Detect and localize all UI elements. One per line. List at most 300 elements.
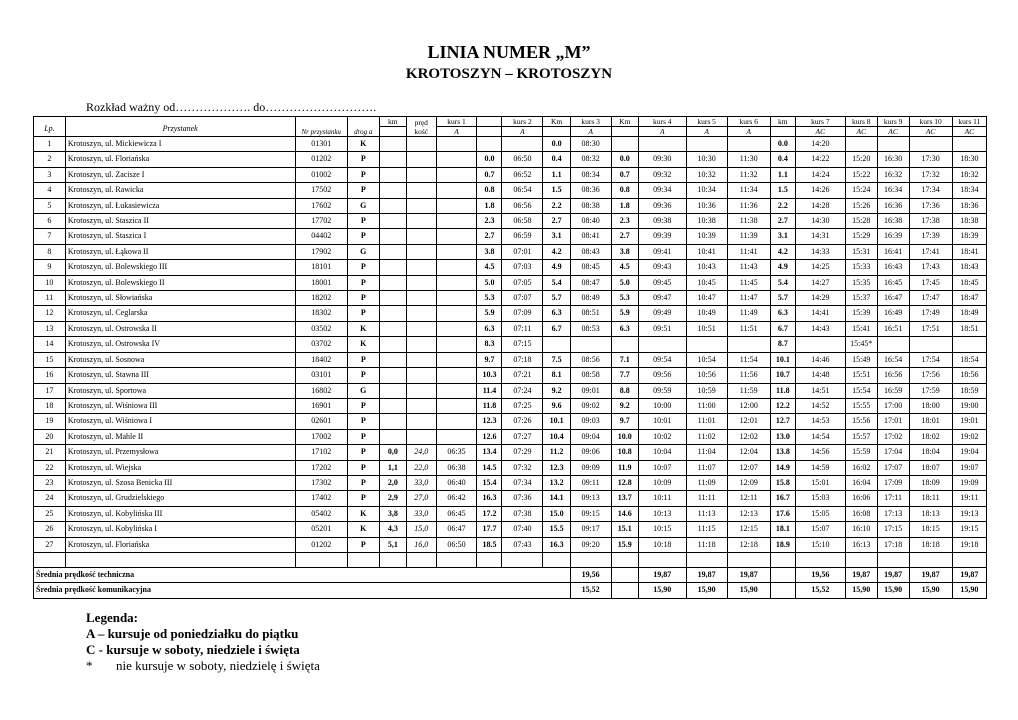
cell: 17:11 <box>877 491 909 506</box>
cell: 08:38 <box>570 198 611 213</box>
cell <box>727 337 770 352</box>
cell: 19:04 <box>952 445 986 460</box>
cell: 09:01 <box>570 383 611 398</box>
road-type: P <box>347 291 379 306</box>
cell: 07:36 <box>502 491 543 506</box>
cell <box>770 583 795 598</box>
row-number: 13 <box>34 321 66 336</box>
cell: 07:27 <box>502 429 543 444</box>
cell <box>570 337 611 352</box>
cell <box>379 337 406 352</box>
header-kurs2: kurs 2 <box>502 117 543 127</box>
header-days-8: AC <box>845 127 877 137</box>
cell: 16:47 <box>877 291 909 306</box>
cell: 14:25 <box>795 260 845 275</box>
cell: 11.8 <box>770 383 795 398</box>
cell: 10:11 <box>638 491 686 506</box>
cell: 13.0 <box>770 429 795 444</box>
cell: 17:04 <box>877 445 909 460</box>
stop-name: Krotoszyn, ul. Grudzielskiego <box>65 491 295 506</box>
stop-number: 03502 <box>295 321 347 336</box>
stop-name: Krotoszyn, ul. Floriańska <box>65 152 295 167</box>
table-row <box>34 291 987 306</box>
cell: 11:43 <box>727 260 770 275</box>
cell <box>727 137 770 152</box>
header-kurs1: kurs 1 <box>436 117 477 127</box>
row-number: 7 <box>34 229 66 244</box>
cell <box>379 167 406 182</box>
cell: 5,1 <box>379 537 406 552</box>
cell: 14.9 <box>770 460 795 475</box>
stop-name: Krotoszyn, ul. Stawna III <box>65 368 295 383</box>
legend-star-symbol: * <box>86 658 93 673</box>
legend <box>86 610 320 674</box>
cell: 09:38 <box>638 214 686 229</box>
cell <box>436 398 477 413</box>
row-number: 3 <box>34 167 66 182</box>
summary-kom-value: 15,90 <box>686 583 727 598</box>
stop-name: Krotoszyn, ul. Rawicka <box>65 183 295 198</box>
cell: 11:18 <box>686 537 727 552</box>
cell: 0.0 <box>543 137 570 152</box>
cell: 17:49 <box>909 306 952 321</box>
cell: 10.1 <box>770 352 795 367</box>
cell: 09:45 <box>638 275 686 290</box>
road-type: P <box>347 260 379 275</box>
cell <box>379 429 406 444</box>
cell <box>379 137 406 152</box>
cell: 06:47 <box>436 522 477 537</box>
cell: 2,9 <box>379 491 406 506</box>
cell: 14.1 <box>543 491 570 506</box>
cell <box>436 383 477 398</box>
cell: 14:20 <box>795 137 845 152</box>
cell: 06:56 <box>502 198 543 213</box>
cell: 13.7 <box>611 491 638 506</box>
cell: 10:09 <box>638 475 686 490</box>
cell <box>379 183 406 198</box>
cell <box>379 244 406 259</box>
cell <box>436 260 477 275</box>
cell: 11:47 <box>727 291 770 306</box>
table-row <box>34 368 987 383</box>
cell <box>436 306 477 321</box>
stop-number: 04402 <box>295 229 347 244</box>
table-row <box>34 460 987 475</box>
summary-tech-value: 19,87 <box>845 567 877 582</box>
cell: 09:56 <box>638 368 686 383</box>
cell: 07:34 <box>502 475 543 490</box>
cell: 0.8 <box>477 183 502 198</box>
cell: 9.6 <box>543 398 570 413</box>
cell <box>406 167 436 182</box>
cell: 11:59 <box>727 383 770 398</box>
cell: 07:03 <box>502 260 543 275</box>
cell: 17.6 <box>770 506 795 521</box>
cell: 10:38 <box>686 214 727 229</box>
cell: 1.8 <box>611 198 638 213</box>
cell: 18:45 <box>952 275 986 290</box>
cell: 17:47 <box>909 291 952 306</box>
summary-kom-value: 15,90 <box>845 583 877 598</box>
cell: 08:32 <box>570 152 611 167</box>
cell: 18:01 <box>909 414 952 429</box>
legend-c: C - kursuje w soboty, niedziele i święta <box>86 642 300 657</box>
header-droga: drog a <box>347 117 379 137</box>
cell <box>770 567 795 582</box>
cell <box>406 291 436 306</box>
cell: 15:20 <box>845 152 877 167</box>
cell: 09:51 <box>638 321 686 336</box>
summary-kom-value: 15,90 <box>952 583 986 598</box>
cell <box>436 167 477 182</box>
cell: 18:09 <box>909 475 952 490</box>
cell <box>406 398 436 413</box>
cell: 3.1 <box>770 229 795 244</box>
summary-tech-value: 19,56 <box>570 567 611 582</box>
cell <box>845 552 877 567</box>
stop-number: 17002 <box>295 429 347 444</box>
road-type: P <box>347 537 379 552</box>
cell: 12.7 <box>770 414 795 429</box>
row-number: 10 <box>34 275 66 290</box>
cell: 2.2 <box>543 198 570 213</box>
cell: 18.5 <box>477 537 502 552</box>
cell: 4.9 <box>543 260 570 275</box>
cell: 14:46 <box>795 352 845 367</box>
cell: 14:29 <box>795 291 845 306</box>
cell: 12.3 <box>543 460 570 475</box>
cell: 5.9 <box>477 306 502 321</box>
header-days-7: AC <box>795 127 845 137</box>
cell: 11:15 <box>686 522 727 537</box>
cell: 08:49 <box>570 291 611 306</box>
cell: 18.1 <box>770 522 795 537</box>
row-number: 27 <box>34 537 66 552</box>
cell: 06:38 <box>436 460 477 475</box>
cell <box>436 352 477 367</box>
cell: 14:54 <box>795 429 845 444</box>
cell: 07:32 <box>502 460 543 475</box>
cell: 13.4 <box>477 445 502 460</box>
cell: 08:53 <box>570 321 611 336</box>
cell <box>502 137 543 152</box>
cell: 18:11 <box>909 491 952 506</box>
cell: 10:43 <box>686 260 727 275</box>
cell: 09:32 <box>638 167 686 182</box>
stop-number: 17302 <box>295 475 347 490</box>
cell: 08:30 <box>570 137 611 152</box>
cell <box>406 275 436 290</box>
cell <box>436 429 477 444</box>
header-days-3: A <box>570 127 611 137</box>
cell: 10:32 <box>686 167 727 182</box>
cell <box>436 152 477 167</box>
row-number: 24 <box>34 491 66 506</box>
cell: 17:00 <box>877 398 909 413</box>
cell: 10:07 <box>638 460 686 475</box>
cell: 14:24 <box>795 167 845 182</box>
road-type: P <box>347 152 379 167</box>
stop-number: 17602 <box>295 198 347 213</box>
cell: 14:52 <box>795 398 845 413</box>
cell <box>638 552 686 567</box>
header-kurs4: kurs 4 <box>638 117 686 127</box>
cell: 16:30 <box>877 152 909 167</box>
cell: 10:51 <box>686 321 727 336</box>
stop-number: 05201 <box>295 522 347 537</box>
header-blank <box>477 127 502 137</box>
cell: 5.7 <box>543 291 570 306</box>
stop-number: 03702 <box>295 337 347 352</box>
stop-name: Krotoszyn, ul. Bolewskiego III <box>65 260 295 275</box>
cell: 15:24 <box>845 183 877 198</box>
cell: 18:30 <box>952 152 986 167</box>
summary-tech-value: 19,87 <box>877 567 909 582</box>
header-predkosc: pręd kość <box>406 117 436 137</box>
cell: 18:59 <box>952 383 986 398</box>
header-nr: Nr przystanku <box>295 117 347 137</box>
cell: 14:30 <box>795 214 845 229</box>
cell: 17:09 <box>877 475 909 490</box>
cell: 6.3 <box>477 321 502 336</box>
cell: 12:07 <box>727 460 770 475</box>
cell: 15.4 <box>477 475 502 490</box>
cell <box>877 552 909 567</box>
cell: 15:56 <box>845 414 877 429</box>
cell: 11:32 <box>727 167 770 182</box>
cell <box>295 552 347 567</box>
cell: 18:39 <box>952 229 986 244</box>
cell: 15:26 <box>845 198 877 213</box>
cell: 14.5 <box>477 460 502 475</box>
cell: 19:15 <box>952 522 986 537</box>
cell <box>638 137 686 152</box>
cell: 18:56 <box>952 368 986 383</box>
road-type: G <box>347 198 379 213</box>
cell: 08:51 <box>570 306 611 321</box>
cell: 12:02 <box>727 429 770 444</box>
stop-name: Krotoszyn, ul. Szosa Benicka III <box>65 475 295 490</box>
cell <box>686 137 727 152</box>
road-type: P <box>347 491 379 506</box>
cell <box>570 552 611 567</box>
table-row <box>34 383 987 398</box>
cell: 17:51 <box>909 321 952 336</box>
cell: 18:02 <box>909 429 952 444</box>
summary-tech-value: 19,87 <box>638 567 686 582</box>
cell: 4,3 <box>379 522 406 537</box>
cell: 08:58 <box>570 368 611 383</box>
cell: 18:00 <box>909 398 952 413</box>
cell: 07:43 <box>502 537 543 552</box>
cell <box>379 291 406 306</box>
header-kurs3: kurs 3 <box>570 117 611 127</box>
stop-name: Krotoszyn, ul. Łąkowa II <box>65 244 295 259</box>
cell <box>406 244 436 259</box>
cell: 07:01 <box>502 244 543 259</box>
cell <box>406 137 436 152</box>
cell: 10:56 <box>686 368 727 383</box>
cell: 9.7 <box>477 352 502 367</box>
cell: 11.8 <box>477 398 502 413</box>
cell <box>877 137 909 152</box>
cell: 11:41 <box>727 244 770 259</box>
cell: 2.3 <box>611 214 638 229</box>
cell: 15:29 <box>845 229 877 244</box>
cell: 0.0 <box>770 137 795 152</box>
stop-name: Krotoszyn, ul. Floriańska <box>65 537 295 552</box>
table-row <box>34 167 987 182</box>
cell: 15.5 <box>543 522 570 537</box>
cell: 6.3 <box>543 306 570 321</box>
cell: 09:09 <box>570 460 611 475</box>
road-type: P <box>347 275 379 290</box>
cell: 19:00 <box>952 398 986 413</box>
cell: 16:32 <box>877 167 909 182</box>
cell: 12.6 <box>477 429 502 444</box>
cell: 11.9 <box>611 460 638 475</box>
header-days-10: AC <box>909 127 952 137</box>
header-days-4: A <box>638 127 686 137</box>
cell <box>379 275 406 290</box>
validity-text: Rozkład ważny od………………. do………………………. <box>86 100 377 114</box>
table-row <box>34 506 987 521</box>
cell: 09:39 <box>638 229 686 244</box>
cell: 18:49 <box>952 306 986 321</box>
header-blank <box>770 127 795 137</box>
cell <box>379 214 406 229</box>
cell: 17:54 <box>909 352 952 367</box>
cell: 15:07 <box>795 522 845 537</box>
cell: 06:59 <box>502 229 543 244</box>
summary-tech-value: 19,87 <box>686 567 727 582</box>
cell: 15:54 <box>845 383 877 398</box>
cell: 15.1 <box>611 522 638 537</box>
stop-number: 05402 <box>295 506 347 521</box>
cell <box>611 583 638 598</box>
summary-kom-value: 15,52 <box>570 583 611 598</box>
cell: 15:39 <box>845 306 877 321</box>
stop-name: Krotoszyn, ul. Staszica II <box>65 214 295 229</box>
cell <box>436 337 477 352</box>
cell <box>379 383 406 398</box>
stop-number: 01002 <box>295 167 347 182</box>
cell: 09:02 <box>570 398 611 413</box>
stop-number: 02601 <box>295 414 347 429</box>
cell: 7.5 <box>543 352 570 367</box>
row-number: 14 <box>34 337 66 352</box>
cell: 18:47 <box>952 291 986 306</box>
cell: 15:45* <box>845 337 877 352</box>
cell: 10:39 <box>686 229 727 244</box>
cell <box>406 352 436 367</box>
cell: 09:54 <box>638 352 686 367</box>
cell: 07:40 <box>502 522 543 537</box>
cell: 14.6 <box>611 506 638 521</box>
cell: 18:51 <box>952 321 986 336</box>
stop-number: 18101 <box>295 260 347 275</box>
cell <box>611 137 638 152</box>
cell: 10.0 <box>611 429 638 444</box>
cell: 10.1 <box>543 414 570 429</box>
cell: 06:42 <box>436 491 477 506</box>
cell: 8.1 <box>543 368 570 383</box>
cell <box>436 414 477 429</box>
cell <box>379 321 406 336</box>
cell: 09:47 <box>638 291 686 306</box>
table-row <box>34 337 987 352</box>
table-row <box>34 398 987 413</box>
cell: 16:10 <box>845 522 877 537</box>
summary-tech-value: 19,87 <box>727 567 770 582</box>
cell: 10:01 <box>638 414 686 429</box>
cell: 17:18 <box>877 537 909 552</box>
stop-name: Krotoszyn, ul. Mickiewicza I <box>65 137 295 152</box>
cell <box>477 137 502 152</box>
row-number: 25 <box>34 506 66 521</box>
stop-name: Krotoszyn, ul. Wiśniowa III <box>65 398 295 413</box>
cell: 19:02 <box>952 429 986 444</box>
cell: 10.7 <box>770 368 795 383</box>
legend-a: A – kursuje od poniedziałku do piątku <box>86 626 299 641</box>
row-number: 18 <box>34 398 66 413</box>
header-km: km <box>379 117 406 127</box>
cell <box>909 337 952 352</box>
cell <box>436 214 477 229</box>
summary-kom-value: 15,90 <box>638 583 686 598</box>
cell <box>406 306 436 321</box>
cell <box>347 552 379 567</box>
road-type: P <box>347 398 379 413</box>
cell: 09:17 <box>570 522 611 537</box>
row-number: 6 <box>34 214 66 229</box>
cell: 17:59 <box>909 383 952 398</box>
table-row <box>34 475 987 490</box>
road-type: K <box>347 137 379 152</box>
cell <box>406 414 436 429</box>
stop-name: Krotoszyn, ul. Kobylińska III <box>65 506 295 521</box>
cell: 1,1 <box>379 460 406 475</box>
header-kurs8: kurs 8 <box>845 117 877 127</box>
cell <box>686 337 727 352</box>
cell: 9.2 <box>611 398 638 413</box>
header-days-5: A <box>686 127 727 137</box>
road-type: P <box>347 429 379 444</box>
cell: 0.4 <box>543 152 570 167</box>
row-number: 12 <box>34 306 66 321</box>
cell: 14:41 <box>795 306 845 321</box>
cell: 10:04 <box>638 445 686 460</box>
legend-star <box>86 658 320 674</box>
header-lp: Lp. <box>34 117 66 137</box>
cell: 2.7 <box>543 214 570 229</box>
cell: 16:08 <box>845 506 877 521</box>
cell: 15:10 <box>795 537 845 552</box>
row-number: 19 <box>34 414 66 429</box>
cell: 3.8 <box>611 244 638 259</box>
cell <box>379 552 406 567</box>
cell: 09:03 <box>570 414 611 429</box>
cell: 17:07 <box>877 460 909 475</box>
cell: 16:49 <box>877 306 909 321</box>
road-type: P <box>347 414 379 429</box>
cell: 09:13 <box>570 491 611 506</box>
cell <box>611 337 638 352</box>
cell: 1.8 <box>477 198 502 213</box>
cell: 17:45 <box>909 275 952 290</box>
summary-tech <box>34 567 987 582</box>
